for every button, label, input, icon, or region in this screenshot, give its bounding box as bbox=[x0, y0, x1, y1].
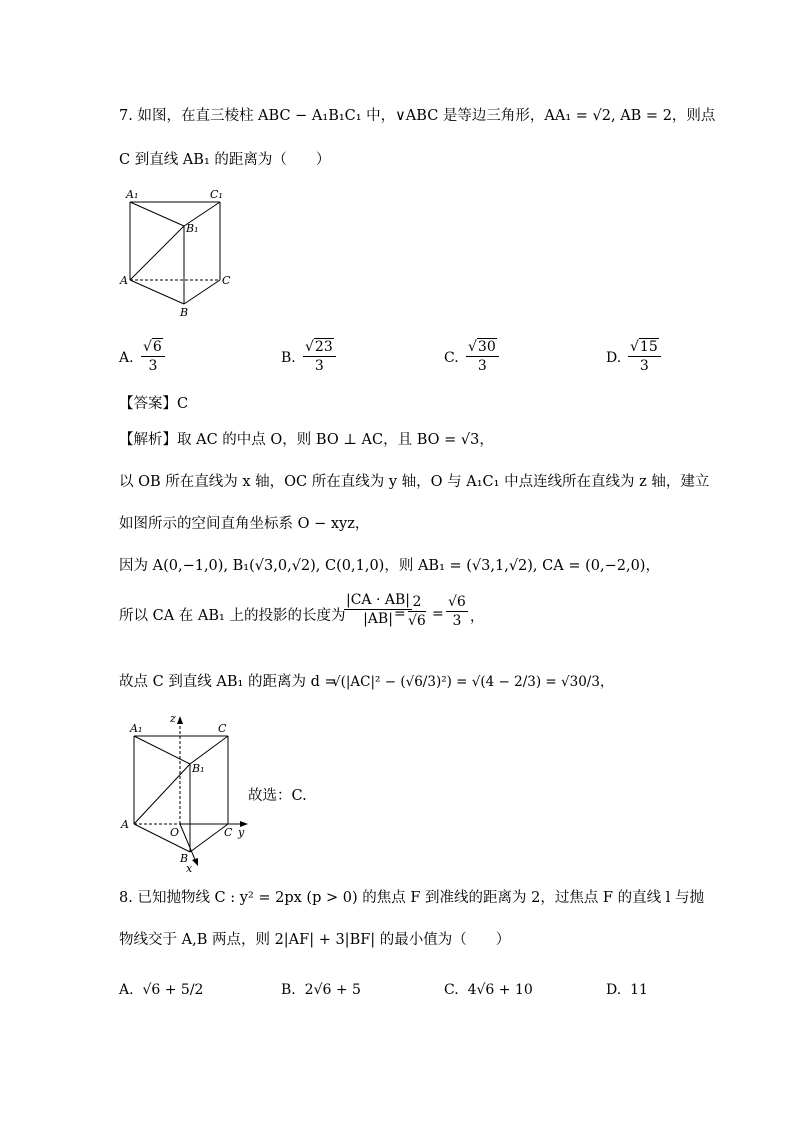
fig2-label-y: y bbox=[238, 826, 245, 839]
q7-analysis-line3: 如图所示的空间直角坐标系 O − xyz， bbox=[119, 516, 370, 532]
fig2-label-z: z bbox=[170, 712, 176, 725]
fig2-label-B1: B₁ bbox=[192, 762, 205, 775]
q7-analysis-line6: 故点 C 到直线 AB₁ 的距离为 d = bbox=[119, 674, 337, 690]
q7-option-b: B. $\frac{√23}{3}$ bbox=[281, 338, 351, 380]
projection-fraction-3: $\frac{√6}{3}$ bbox=[448, 594, 466, 629]
fig1-label-A: A bbox=[120, 274, 128, 287]
fig2-label-A1: A₁ bbox=[130, 722, 143, 735]
q7-analysis-line5: 所以 CA 在 AB₁ 上的投影的长度为 bbox=[119, 608, 346, 624]
q8-option-b: B. 2√6 + 5 bbox=[281, 982, 361, 998]
fig2-label-C: C bbox=[224, 826, 233, 839]
q7-conclusion: 故选：C. bbox=[248, 788, 307, 804]
q7-option-c: C. $\frac{√30}{3}$ bbox=[444, 338, 514, 380]
q7-stem-line1: 7. 如图，在直三棱柱 ABC − A₁B₁C₁ 中，∨ABC 是等边三角形，AA₁ = √2, AB = 2，则点 bbox=[119, 108, 716, 124]
fig1-label-A1: A₁ bbox=[126, 188, 139, 201]
q8-option-d: D. 11 bbox=[606, 982, 648, 998]
fig2-label-x: x bbox=[186, 862, 193, 872]
projection-fraction: $\frac{|CA \cdot AB|}{|AB|}$ bbox=[346, 592, 411, 627]
distance-expression: √(|AC|² − (√6/3)²) = √(4 − 2/3) = √30/3， bbox=[332, 674, 614, 690]
q8-stem-line1: 8. 已知抛物线 C : y² = 2px (p > 0) 的焦点 F 到准线的距离为 2，过焦点 F 的直线 l 与抛 bbox=[119, 890, 704, 906]
fig2-label-A: A bbox=[121, 818, 129, 831]
q8-option-a: A. √6 + 5/2 bbox=[119, 982, 204, 998]
q7-analysis-line1: 【解析】取 AC 的中点 O，则 BO ⊥ AC，且 BO = √3， bbox=[119, 432, 494, 448]
q7-coordinate-figure bbox=[118, 712, 252, 872]
fig2-label-B: B bbox=[180, 852, 189, 865]
fig1-label-C1: C₁ bbox=[210, 188, 223, 201]
q7-stem-line2: C 到直线 AB₁ 的距离为（ ） bbox=[119, 152, 331, 168]
fig1-label-B1: B₁ bbox=[186, 222, 199, 235]
q7-option-a: A. $\frac{√6}{3}$ bbox=[119, 338, 179, 380]
fig2-label-O: O bbox=[170, 826, 180, 839]
projection-fraction-2: $\frac{2}{√6}$ bbox=[408, 594, 426, 629]
q7-prism-figure bbox=[118, 186, 248, 318]
q7-analysis-line4: 因为 A(0,−1,0), B₁(√3,0,√2), C(0,1,0)，则 AB₁ = (√3,1,√2), CA = (0,−2,0)， bbox=[119, 558, 660, 574]
q7-analysis-line2: 以 OB 所在直线为 x 轴，OC 所在直线为 y 轴，O 与 A₁C₁ 中点连线所在直线为 z 轴，建立 bbox=[119, 474, 710, 490]
q7-option-d: D. $\frac{√15}{3}$ bbox=[606, 338, 676, 380]
q8-option-c: C. 4√6 + 10 bbox=[444, 982, 533, 998]
fig2-label-C-top: C bbox=[218, 722, 227, 735]
q8-stem-line2: 物线交于 A,B 两点，则 2|AF| + 3|BF| 的最小值为（ ） bbox=[119, 932, 511, 948]
fig1-label-C: C bbox=[222, 274, 231, 287]
fig1-label-B: B bbox=[180, 306, 189, 318]
q7-answer: 【答案】C bbox=[119, 396, 189, 412]
